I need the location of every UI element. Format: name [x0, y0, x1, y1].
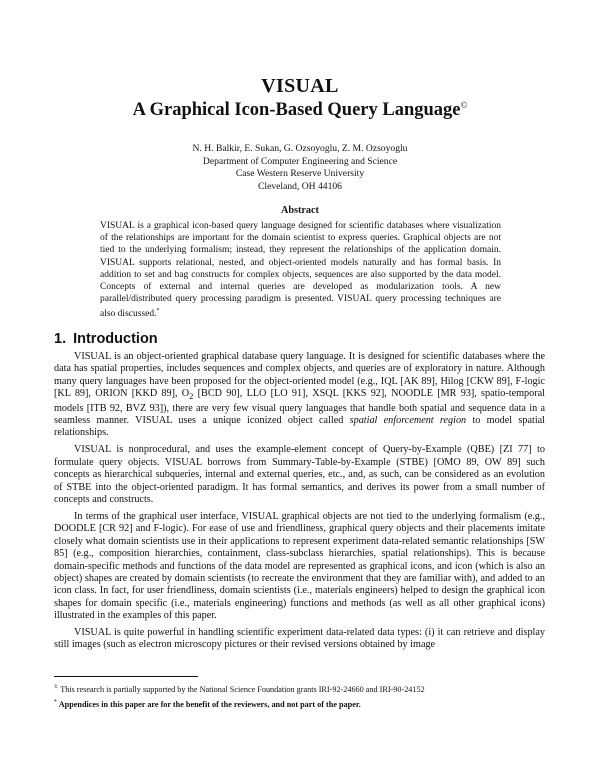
paragraph-3: In terms of the graphical user interface, VISUAL graphical objects are not tied to the underlying formalism (e.g., DOODLE [CR 92] and F-logic). For ease of use and friendliness, graphical query objects and their placements imitate closely what domain scientists use in their applications to represent experiment data-related semantic relationships [SW 85] (e.g., composition hierarchies, containment, class-subclass hierarchies, spatial relationships). This is because domain-specific methods and functions of the data model are represented as graphical icons, and icon (which is also an object) shapes are created by domain scientists (to recreate the environment that they are familiar with), and added to an icon class. In fact, for user friendliness, domain scientists (i.e., materials engineers) helped to design the graphical icon shapes for domain specific (i.e., materials engineering) functions and methods (as well as all other graphical icons) illustrated in the examples of this paper.	[54, 510, 545, 622]
abstract-text: VISUAL is a graphical icon-based query language designed for scientific databases where visualization of the relationships are important for the domain scientist to express queries. Graphical objects are not tied to the underlying formalism; instead, they represent the relationships of the application domain. VISUAL supports relational, nested, and object-oriented models naturally and has formal basis. In addition to set and bag constructs for complex objects, sequences are also supported by the data model. Concepts of external and internal queries are developed as modularization tools. A new parallel/distributed query processing paradigm is presented. VISUAL query processing techniques are also discussed.	[100, 221, 501, 320]
paragraph-1-part-b: [BCD 90], LLO [LO 91], XSQL [KKS 92], NOODLE [MR 93], spatio-temporal models [ITB 92, BVZ 93]), there are very few visual query languages that handle both spatial and sequence data in a seamless manner. VISUAL uses a unique iconized object called	[54, 388, 545, 427]
section-heading	[54, 331, 158, 347]
paragraph-1-part-c: to model spatial relationships.	[54, 415, 546, 439]
section-number: 1.	[54, 331, 67, 347]
copyright-footnote-mark: ©	[460, 100, 468, 110]
paper-subtitle-text: A Graphical Icon-Based Query Language	[132, 100, 461, 120]
footnote-2-mark: *	[54, 699, 57, 705]
author-department: Department of Computer Engineering and Science	[202, 155, 398, 167]
abstract-body	[100, 220, 501, 321]
paper-subtitle	[0, 100, 600, 121]
paragraph-1	[54, 351, 545, 440]
paragraph-4: VISUAL is quite powerful in handling scientific experiment data-related data types: (i) it can retrieve and display still images (such as electron microscopy pictures or their revised versions obtained by image	[54, 627, 545, 651]
footnote-1-mark: ©	[54, 684, 59, 690]
paragraph-2: VISUAL is nonprocedural, and uses the example-element concept of Query-by-Example (QBE) [ZI 77] to formulate query objects. VISUAL borrows from Summary-Table-by-Example (STBE) [OMO 89, OW 89] such concepts as hierarchical subqueries, internal and external queries, etc., and, as such, can be considered as an evolution of STBE into the object-oriented paradigm. It has formal semantics, and derives its power from a small number of concepts and constructs.	[54, 444, 545, 505]
footnote-2	[54, 696, 545, 711]
footnote-2-text: Appendices in this paper are for the benefit of the reviewers, and not part of the paper.	[58, 700, 361, 709]
footnotes	[54, 681, 545, 711]
author-university: Case Western Reserve University	[235, 168, 365, 180]
abstract-footnote-mark: *	[156, 308, 160, 315]
author-block	[0, 143, 600, 193]
section-title: Introduction	[73, 331, 158, 347]
footnote-divider	[54, 676, 198, 677]
paper-title: VISUAL	[261, 75, 339, 97]
introduction-body	[54, 351, 545, 656]
paragraph-1-part-a: VISUAL is an object-oriented graphical database query language. It is designed for scientific databases where the data has spatial properties, includes sequences and complex objects, and queries are of exploratory in nature. Although many query languages have been proposed for the object-oriented model (e.g., IQL [AK 89], Hilog [CKW 89], F-logic [KL 89], ORION [KKD 89], O	[54, 351, 545, 400]
footnote-1	[54, 681, 545, 696]
author-names: N. H. Balkir, E. Sukan, G. Ozsoyoglu, Z. M. Ozsoyoglu	[192, 143, 408, 154]
author-location: Cleveland, OH 44106	[258, 180, 342, 192]
paragraph-1-subscript: 2	[189, 391, 194, 402]
footnote-1-text: This research is partially supported by the National Science Foundation grants IRI-92-24660 and IRI-90-24152	[60, 685, 425, 694]
abstract-heading: Abstract	[281, 205, 319, 216]
paragraph-1-emphasis: spatial enforcement region	[349, 415, 467, 427]
